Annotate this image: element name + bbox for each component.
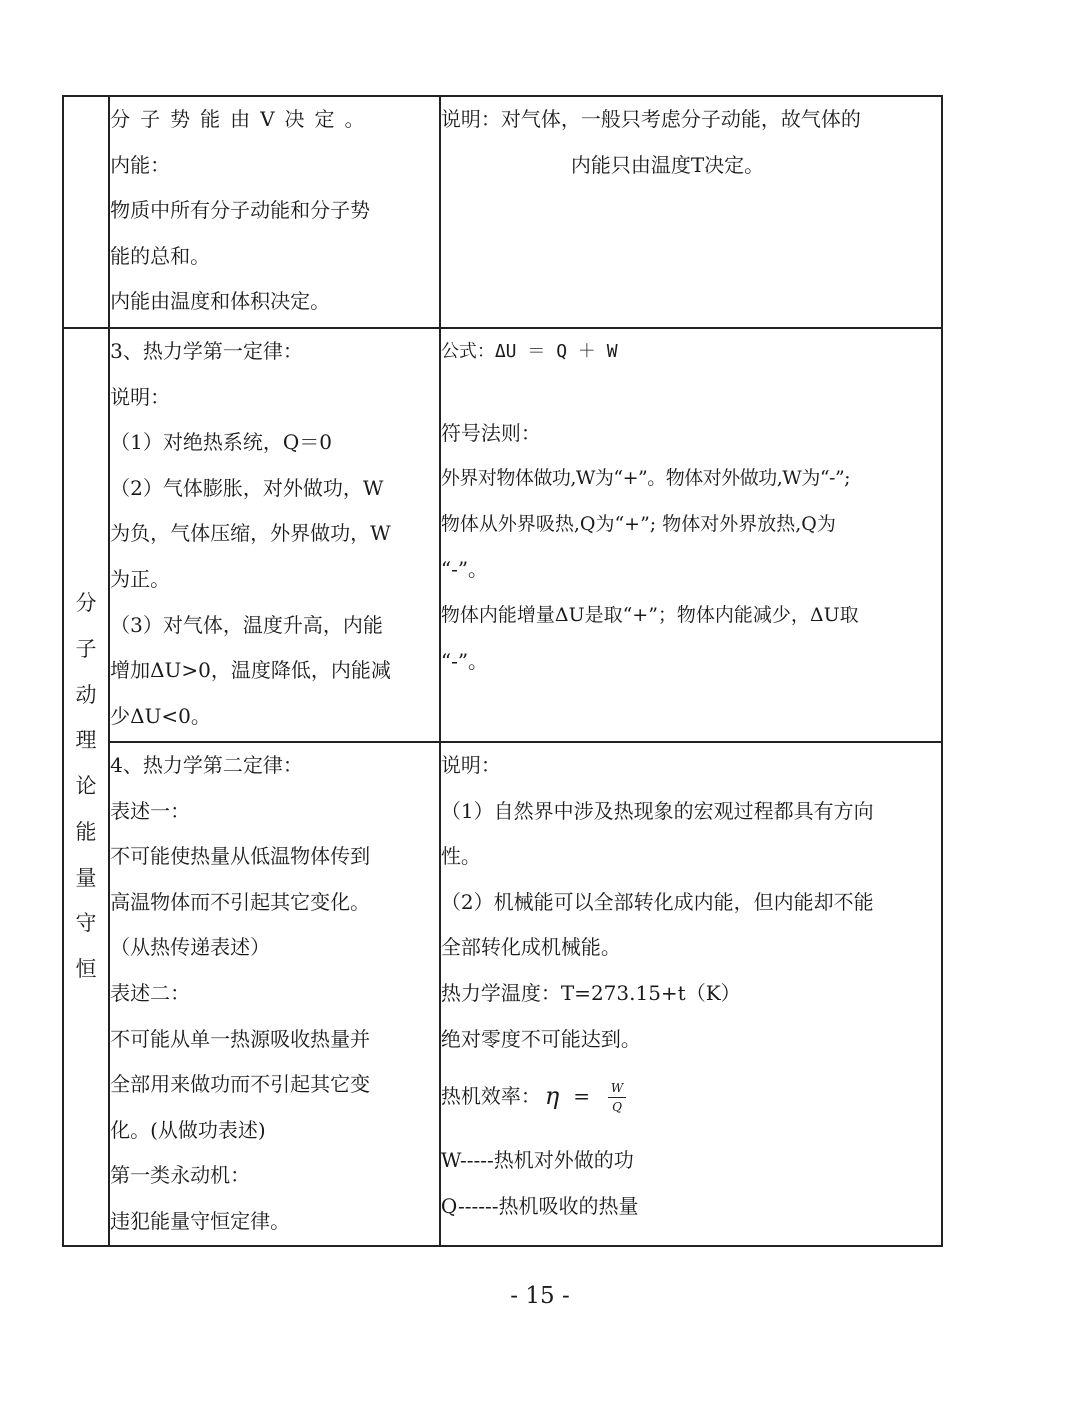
fraction-numerator: W (610, 1080, 624, 1095)
row2-left-cell (109, 328, 440, 742)
text-line: “-”。 (440, 648, 489, 673)
text-line: 高温物体而不引起其它变化。 (110, 889, 371, 914)
text-line: 全部转化成机械能。 (440, 935, 621, 960)
fraction (608, 1081, 626, 1114)
equals-sign: = (573, 1084, 590, 1109)
section-heading: 3、热力学第一定律： (110, 339, 303, 363)
text-line: 表述二： (110, 980, 191, 1005)
text-line: “-”。 (440, 557, 489, 582)
page-number: - 15 - (510, 1283, 570, 1309)
text-line: 内能： (110, 152, 171, 177)
text-line: 符号法则： (440, 420, 541, 445)
eta-symbol: η (544, 1082, 560, 1111)
text-line: 分子势能由V决定。 (110, 107, 375, 131)
text-line: 物体从外界吸热,Q为“+”; 物体对外界放热,Q为 (440, 512, 836, 535)
text-line: 内能只由温度T决定。 (570, 152, 765, 177)
text-line: （1）自然界中涉及热现象的宏观过程都具有方向 (440, 798, 874, 823)
text-line: （从热传递表述） (110, 935, 271, 960)
text-line: 物质中所有分子动能和分子势 (110, 198, 371, 223)
text-line: 性。 (440, 844, 481, 869)
table-row (63, 96, 942, 328)
text-line: 为正。 (110, 566, 171, 591)
side-cell-empty (63, 96, 109, 328)
text-line: 物体内能增量ΔU是取“+”；物体内能减少，ΔU取 (440, 603, 859, 626)
fraction-bar (608, 1097, 626, 1098)
text-line: 能的总和。 (110, 243, 211, 268)
text-line: 全部用来做功而不引起其它变 (110, 1072, 371, 1097)
text-line: W-----热机对外做的功 (440, 1148, 634, 1173)
text-line: 为负，气体压缩，外界做功，W (110, 521, 391, 546)
text-line: 热力学温度：T=273.15+t（K） (440, 980, 741, 1005)
text-line: 少ΔU<0。 (110, 703, 211, 728)
text-line: 说明：对气体，一般只考虑分子动能，故气体的 (440, 107, 861, 131)
text-line: 说明： (440, 753, 501, 777)
formula-line: 公式：ΔU ＝ Q ＋ W (440, 341, 618, 362)
text-line: 违犯能量守恒定律。 (110, 1208, 291, 1233)
efficiency-label: 热机效率： (440, 1084, 541, 1109)
text-line: 内能由温度和体积决定。 (110, 289, 331, 314)
text-line: 化。(从做功表述) (110, 1117, 266, 1142)
table-row (63, 328, 942, 742)
row2-right-cell (440, 328, 942, 742)
row3-right-cell (440, 742, 942, 1246)
efficiency-formula (441, 1062, 941, 1132)
row1-left-cell (109, 96, 440, 328)
text-line: 表述一： (110, 798, 191, 823)
text-line: 绝对零度不可能达到。 (440, 1026, 641, 1051)
text-line: 不可能从单一热源吸收热量并 (110, 1026, 371, 1051)
text-line: （3）对气体，温度升高，内能 (110, 612, 383, 637)
section-heading: 4、热力学第二定律： (110, 753, 303, 777)
text-line: （1）对绝热系统，Q＝0 (110, 430, 332, 455)
row3-left-cell (109, 742, 440, 1246)
side-label-cell (63, 328, 109, 1246)
content-table (62, 95, 943, 1247)
text-line: 外界对物体做功,W为“+”。物体对外做功,W为“-”; (440, 467, 851, 490)
text-line: 第一类永动机： (110, 1163, 251, 1188)
text-line: （2）机械能可以全部转化成内能，但内能却不能 (440, 889, 874, 914)
text-line: 不可能使热量从低温物体传到 (110, 844, 371, 869)
text-line: 增加ΔU>0，温度降低，内能减 (110, 658, 391, 683)
text-line: （2）气体膨胀，对外做功，W (110, 475, 384, 500)
text-line: 说明： (110, 384, 171, 409)
fraction-denominator: Q (612, 1099, 622, 1114)
table-row (63, 742, 942, 1246)
row1-right-cell (440, 96, 942, 328)
text-line: Q------热机吸收的热量 (440, 1193, 639, 1218)
side-label: 分子动理论能量守恒 (75, 590, 97, 982)
